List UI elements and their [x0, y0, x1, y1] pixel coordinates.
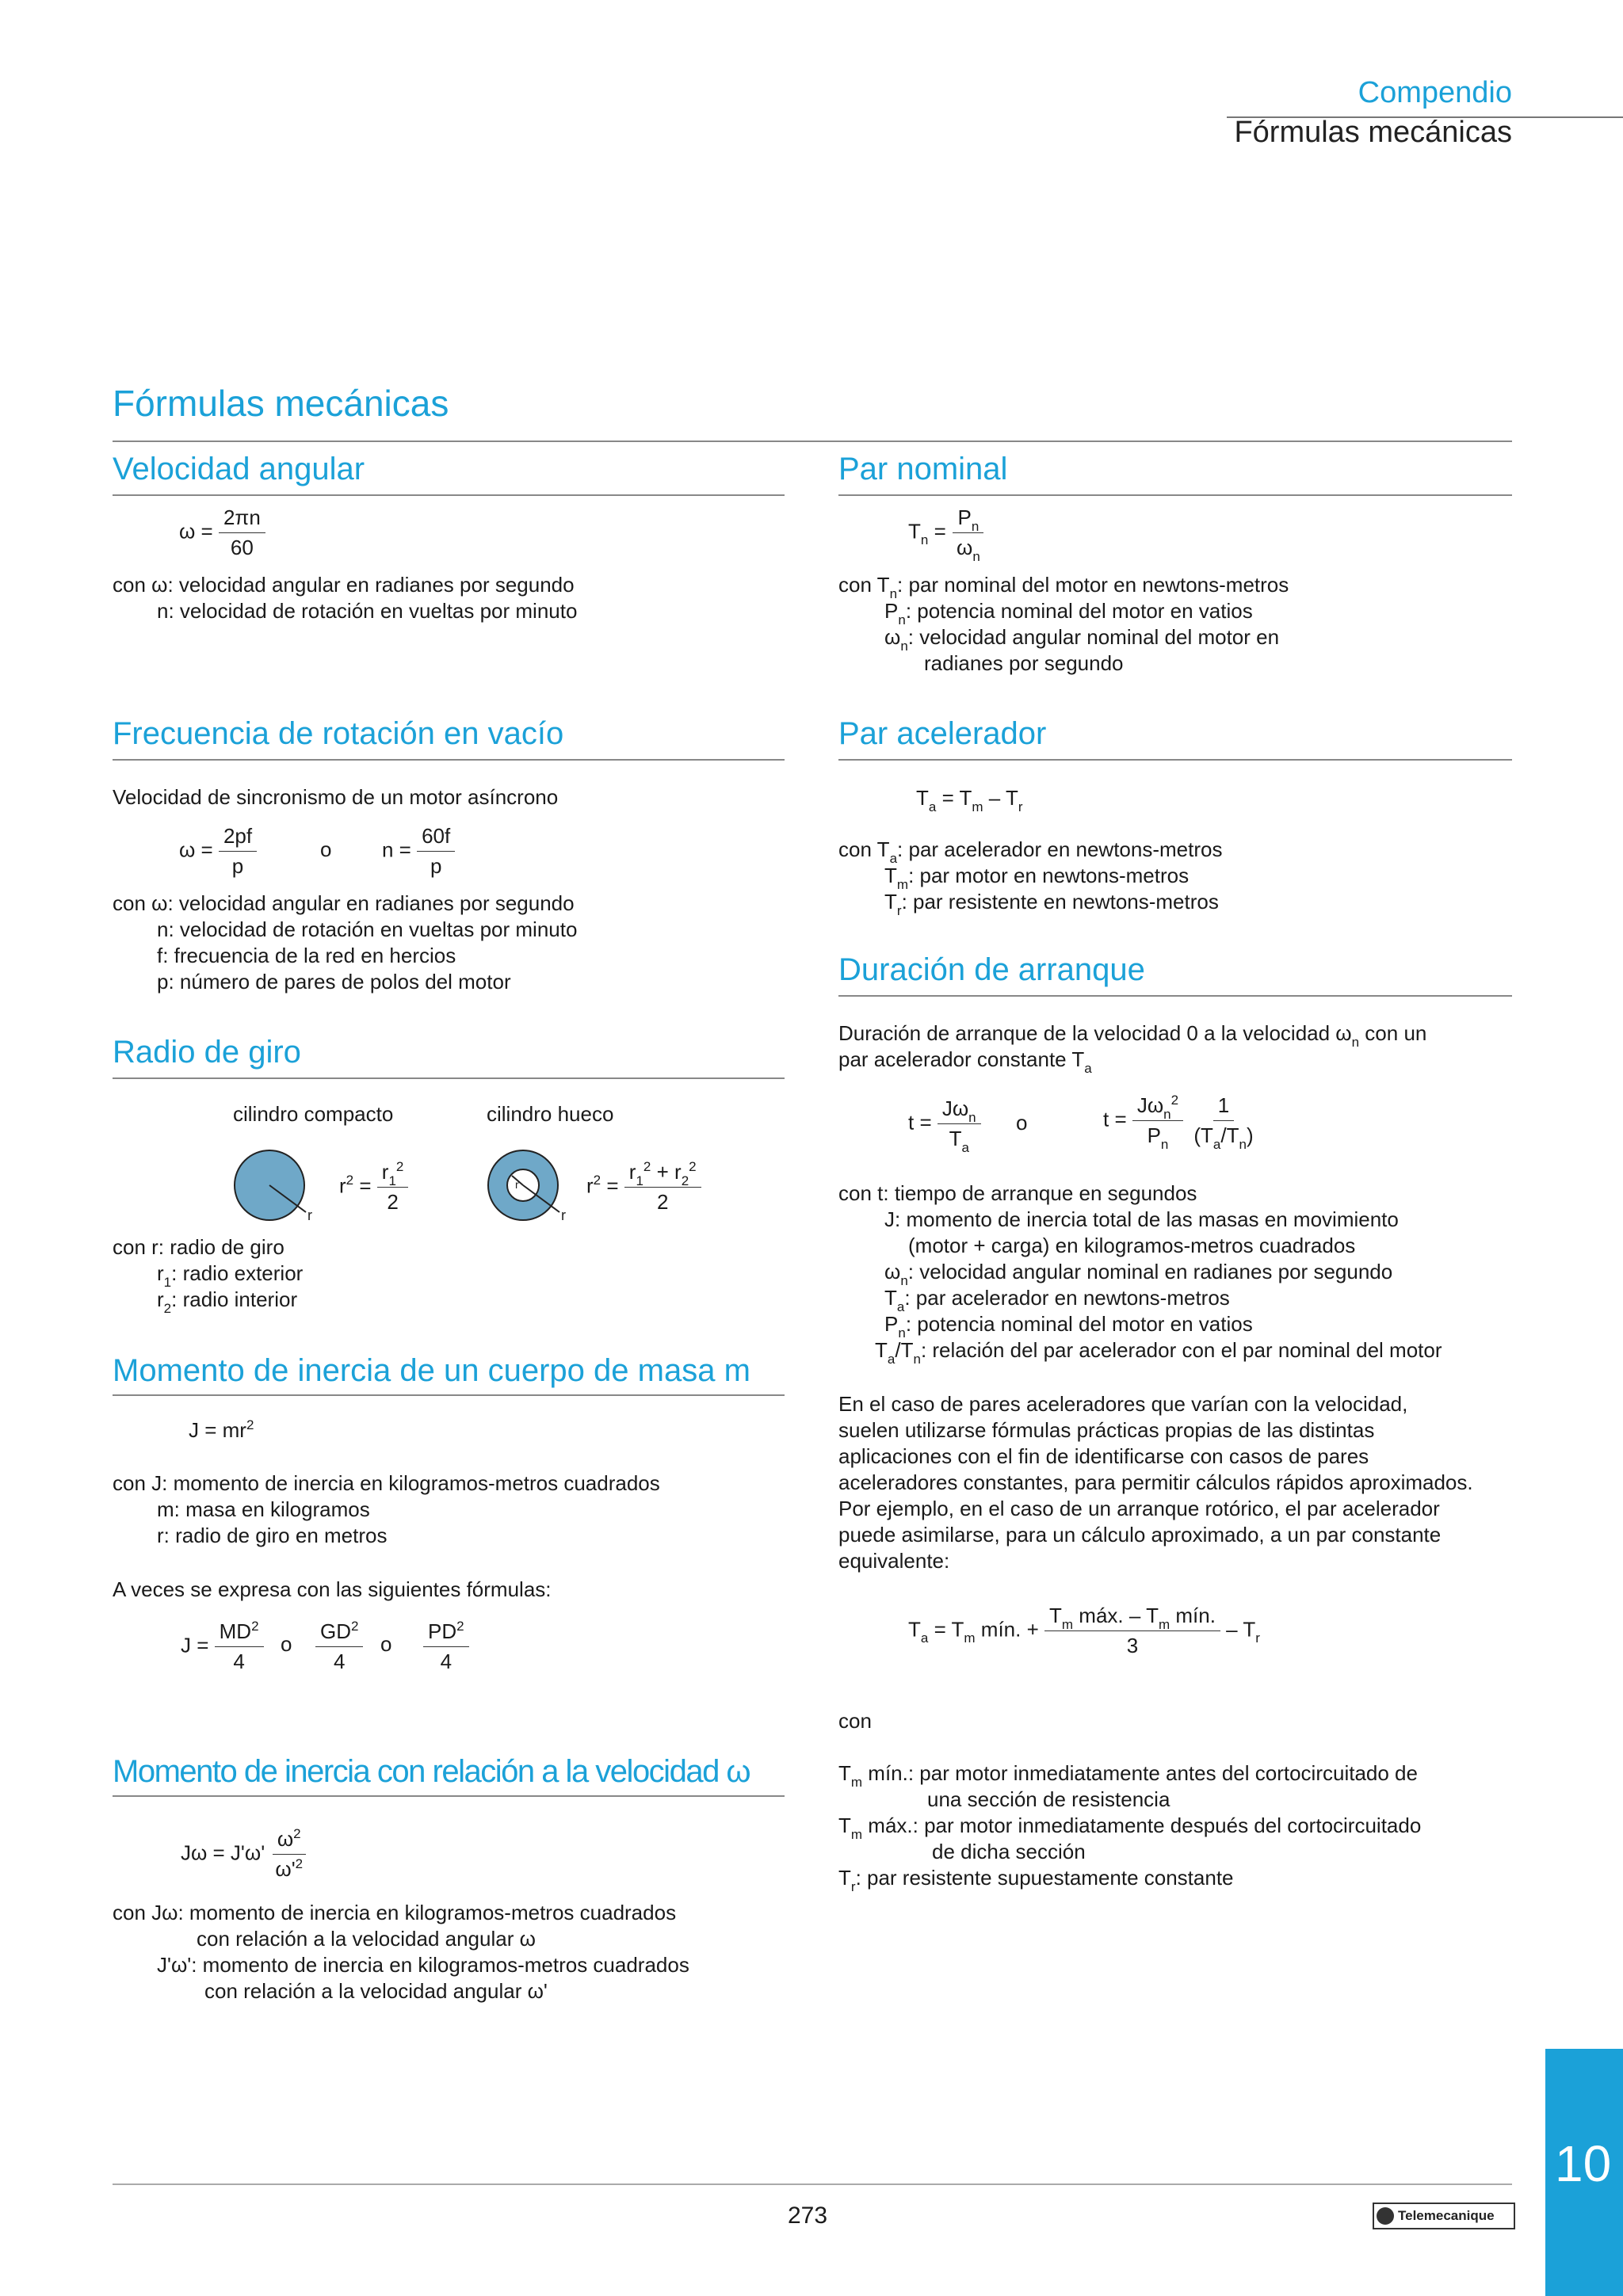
intro-line: par acelerador constante $T_a$ — [838, 1047, 1092, 1076]
def-line-tr: $T_r$: par resistente supuestamente constante — [838, 1866, 1234, 1894]
label-cilindro-compacto: cilindro compacto — [233, 1102, 394, 1126]
def-line: con relación a la velocidad angular ω — [197, 1927, 536, 1951]
def-line: J'ω': momento de inercia en kilogramos-metros cuadrados — [157, 1953, 689, 1977]
section-rule — [113, 494, 785, 496]
or-text: o — [281, 1632, 292, 1656]
formula-j-md2: J = $\frac{MD^2}{4}$ — [181, 1619, 264, 1674]
formula-tn: $T_n$ = $\frac{P_n}{\omega_n}$ — [908, 505, 985, 560]
def-line: r: radio de giro en metros — [157, 1524, 388, 1547]
def-line: con r: radio de giro — [113, 1235, 285, 1259]
or-text: o — [320, 837, 332, 861]
def-line: con t: tiempo de arranque en segundos — [838, 1181, 1197, 1205]
paragraph-line: aceleradores constantes, para permitir cálculos rápidos aproximados. — [838, 1470, 1473, 1494]
page-title: Fórmulas mecánicas — [113, 383, 449, 424]
paragraph-line: En el caso de pares aceleradores que varían con la velocidad, — [838, 1392, 1408, 1416]
footer-rule — [113, 2183, 1512, 2185]
section-title-momento-masa: Momento de inercia de un cuerpo de masa m — [113, 1353, 750, 1388]
formula-ta: $T_a = T_m - T_r$ — [916, 786, 1023, 814]
con-text: con — [838, 1709, 872, 1733]
section-title-par-acelerador: Par acelerador — [838, 716, 1047, 751]
formula-r2-hollow: $r^2$ = $\frac{r_1^2 + r_2^2}{2}$ — [586, 1160, 701, 1215]
def-line: f: frecuencia de la red en hercios — [157, 944, 456, 967]
def-line-tm-max: $T_m$ máx.: par motor inmediatamente después del cortocircuitado — [838, 1814, 1422, 1842]
label-cilindro-hueco: cilindro hueco — [487, 1102, 614, 1126]
formula-pd2: $\frac{PD^2}{4}$ — [423, 1619, 469, 1674]
chapter-tab[interactable] — [1545, 2049, 1623, 2296]
def-line-pn: $P_n$: potencia nominal del motor en vatios — [884, 599, 1253, 627]
def-line-omegan: $\omega_n$: velocidad angular nominal en radianes por segundo — [884, 1260, 1393, 1288]
intro-line: Duración de arranque de la velocidad 0 a la velocidad $\omega_n$ con un — [838, 1021, 1427, 1050]
formula-j-mr2: $J = mr^2$ — [189, 1417, 254, 1442]
section-rule — [113, 1795, 785, 1797]
def-line: con ω: velocidad angular en radianes por segundo — [113, 891, 575, 915]
def-line: radianes por segundo — [924, 651, 1124, 675]
def-line-tr: $T_r$: par resistente en newtons-metros — [884, 890, 1219, 918]
header-subsection: Fórmulas mecánicas — [1234, 116, 1512, 149]
intro-text: Velocidad de sincronismo de un motor asíncrono — [113, 785, 559, 809]
def-line: con J: momento de inercia en kilogramos-metros cuadrados — [113, 1471, 660, 1495]
def-line: de dicha sección — [932, 1840, 1086, 1863]
paragraph-line: Por ejemplo, en el caso de un arranque rotórico, el par acelerador — [838, 1497, 1440, 1520]
svg-text:r: r — [515, 1178, 519, 1191]
formula-t1: t = $\frac{J\omega_n}{T_a}$ — [908, 1097, 981, 1151]
telemecanique-logo: Telemecanique — [1373, 2203, 1515, 2229]
section-rule — [838, 759, 1512, 761]
def-line: n: velocidad de rotación en vueltas por minuto — [157, 599, 578, 623]
def-line: (motor + carga) en kilogramos-metros cuadrados — [908, 1234, 1356, 1257]
def-line-tm: $T_m$: par motor en newtons-metros — [884, 864, 1190, 892]
formula-omega: ω = $\frac{2\pi n}{60}$ — [179, 505, 265, 560]
section-rule — [113, 1394, 785, 1396]
title-rule — [113, 441, 1512, 442]
formula-gd2: $\frac{GD^2}{4}$ — [315, 1619, 363, 1674]
globe-icon — [1377, 2207, 1394, 2225]
paragraph-line: suelen utilizarse fórmulas prácticas propias de las distintas — [838, 1418, 1375, 1442]
def-line: p: número de pares de polos del motor — [157, 970, 511, 994]
formula-t2: t = $\frac{J\omega_n^2}{P_n}$ $\frac{1}{(T_a/T_n)}$ — [1103, 1093, 1254, 1152]
def-line: con Jω: momento de inercia en kilogramos-metros cuadrados — [113, 1901, 677, 1924]
def-line-pn: $P_n$: potencia nominal del motor en vatios — [884, 1312, 1253, 1341]
def-line: m: masa en kilogramos — [157, 1497, 370, 1521]
formula-ta-rotorico: $T_a = T_m$ mín. + $\frac{T_m máx. - T_m mín.}{3}$ – $T_r$ — [908, 1604, 1260, 1657]
def-line: J: momento de inercia total de las masas en movimiento — [884, 1207, 1399, 1231]
section-title-velocidad-angular: Velocidad angular — [113, 452, 365, 486]
section-title-momento-velocidad: Momento de inercia con relación a la velocidad ω — [113, 1754, 750, 1789]
formula-jomega: Jω = J'ω' $\frac{\omega^2}{\omega'^2}$ — [181, 1827, 307, 1882]
def-line-r1: $r_1$: radio exterior — [157, 1261, 304, 1290]
formula-omega-2pf: ω = $\frac{2pf}{p}$ — [179, 824, 257, 879]
def-line: n: velocidad de rotación en vueltas por minuto — [157, 917, 578, 941]
hollow-cylinder-diagram — [480, 1147, 582, 1226]
def-line-omegan: $\omega_n$: velocidad angular nominal del motor en — [884, 625, 1280, 654]
chapter-number: 10 — [1555, 2135, 1612, 2192]
def-line: con ω: velocidad angular en radianes por segundo — [113, 573, 575, 597]
or-text: o — [380, 1632, 392, 1656]
header-section: Compendio — [1358, 76, 1512, 109]
paragraph-line: puede asimilarse, para un cálculo aproximado, a un par constante — [838, 1523, 1442, 1547]
def-line-ta: con $T_a$: par acelerador en newtons-metros — [838, 837, 1223, 866]
section-title-duracion: Duración de arranque — [838, 952, 1145, 987]
svg-text:r: r — [561, 1207, 566, 1223]
formula-r2-compact: $r^2$ = $\frac{r_1^2}{2}$ — [339, 1160, 408, 1215]
def-line: con relación a la velocidad angular ω' — [204, 1979, 548, 2003]
def-line-r2: $r_2$: radio interior — [157, 1287, 298, 1316]
or-text: o — [1016, 1111, 1028, 1135]
formula-n: n = $\frac{60f}{p}$ — [382, 824, 455, 879]
def-line: una sección de resistencia — [927, 1787, 1170, 1811]
section-title-par-nominal: Par nominal — [838, 452, 1008, 486]
solid-cylinder-diagram — [227, 1147, 328, 1226]
section-rule — [113, 1077, 785, 1079]
svg-text:r: r — [307, 1207, 312, 1223]
section-title-radio: Radio de giro — [113, 1035, 301, 1070]
section-title-frecuencia: Frecuencia de rotación en vacío — [113, 716, 564, 751]
paragraph-line: equivalente: — [838, 1549, 950, 1573]
section-rule — [113, 759, 785, 761]
page-number: 273 — [788, 2203, 828, 2229]
def-line-tn: con $T_n$: par nominal del motor en newtons-metros — [838, 573, 1289, 601]
intro-text: A veces se expresa con las siguientes fórmulas: — [113, 1577, 552, 1601]
section-rule — [838, 995, 1512, 997]
def-line-ta: $T_a$: par acelerador en newtons-metros — [884, 1286, 1230, 1314]
def-line-ratio: $T_a/T_n$: relación del par acelerador con el par nominal del motor — [875, 1338, 1442, 1367]
def-line-tm-min: $T_m$ mín.: par motor inmediatamente antes del cortocircuitado de — [838, 1761, 1418, 1790]
paragraph-line: aplicaciones con el fin de identificarse con casos de pares — [838, 1444, 1369, 1468]
section-rule — [838, 494, 1512, 496]
